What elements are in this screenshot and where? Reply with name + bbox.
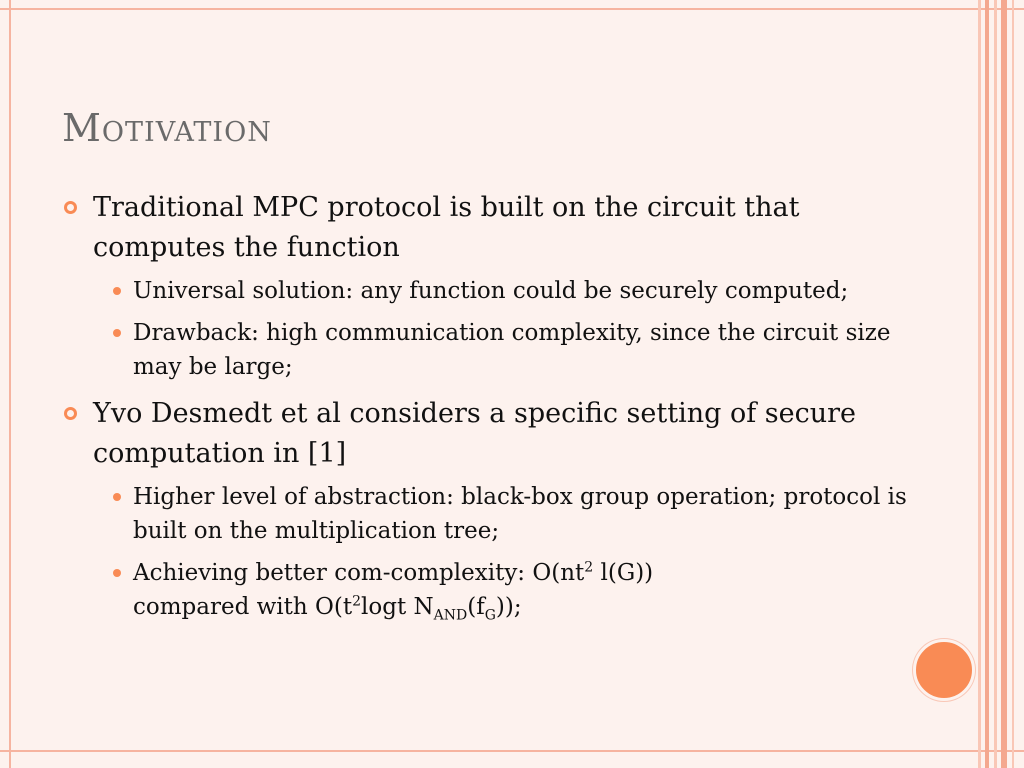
sub-bullet-list [62,274,922,384]
subscript: G [484,607,496,624]
bullet-item [62,394,922,474]
superscript: 2 [584,559,594,576]
slide-content [62,188,922,634]
sub-bullet-item [102,480,922,548]
complexity-part: (f [467,594,485,620]
complexity-part: logt N [361,594,434,620]
complexity-part: compared with O(t [133,594,353,620]
subscript: AND [433,607,468,624]
slide-title: Motivation [62,106,272,150]
bullet-text: Traditional MPC protocol is built on the circuit that computes the function [93,192,800,263]
sub-bullet-item [102,274,922,308]
sub-bullet-text: Universal solution: any function could be securely computed; [133,278,849,304]
dot-bullet-icon [113,569,121,577]
sub-bullet-list [62,480,922,624]
ring-bullet-icon [64,201,77,214]
dot-bullet-icon [113,287,121,295]
dot-bullet-icon [113,493,121,501]
bullet-item [62,188,922,268]
frame-left-line [9,0,11,768]
frame-bottom-line [0,750,1024,752]
dot-bullet-icon [113,329,121,337]
sub-bullet-item [102,316,922,384]
sub-bullet-item [102,556,922,624]
decorative-stripe [1001,0,1007,768]
decorative-stripe [985,0,989,768]
complexity-part: l(G)) [593,560,654,586]
complexity-prefix: Achieving better com-complexity: O(nt [133,560,585,586]
sub-bullet-text: Higher level of abstraction: black-box group operation; protocol is built on the multiplication tree; [133,484,907,544]
decorative-stripe [994,0,997,768]
decorative-stripe [1012,0,1014,768]
bullet-text: Yvo Desmedt et al considers a specific setting of secure computation in [1] [93,398,857,469]
ring-bullet-icon [64,407,77,420]
sub-bullet-text: Drawback: high communication complexity, since the circuit size may be large; [133,320,891,380]
decorative-circle [913,639,975,701]
frame-top-line [0,8,1024,10]
complexity-part: )); [495,594,522,620]
complexity-text [133,559,654,624]
superscript: 2 [352,593,362,610]
decorative-stripe [978,0,981,768]
